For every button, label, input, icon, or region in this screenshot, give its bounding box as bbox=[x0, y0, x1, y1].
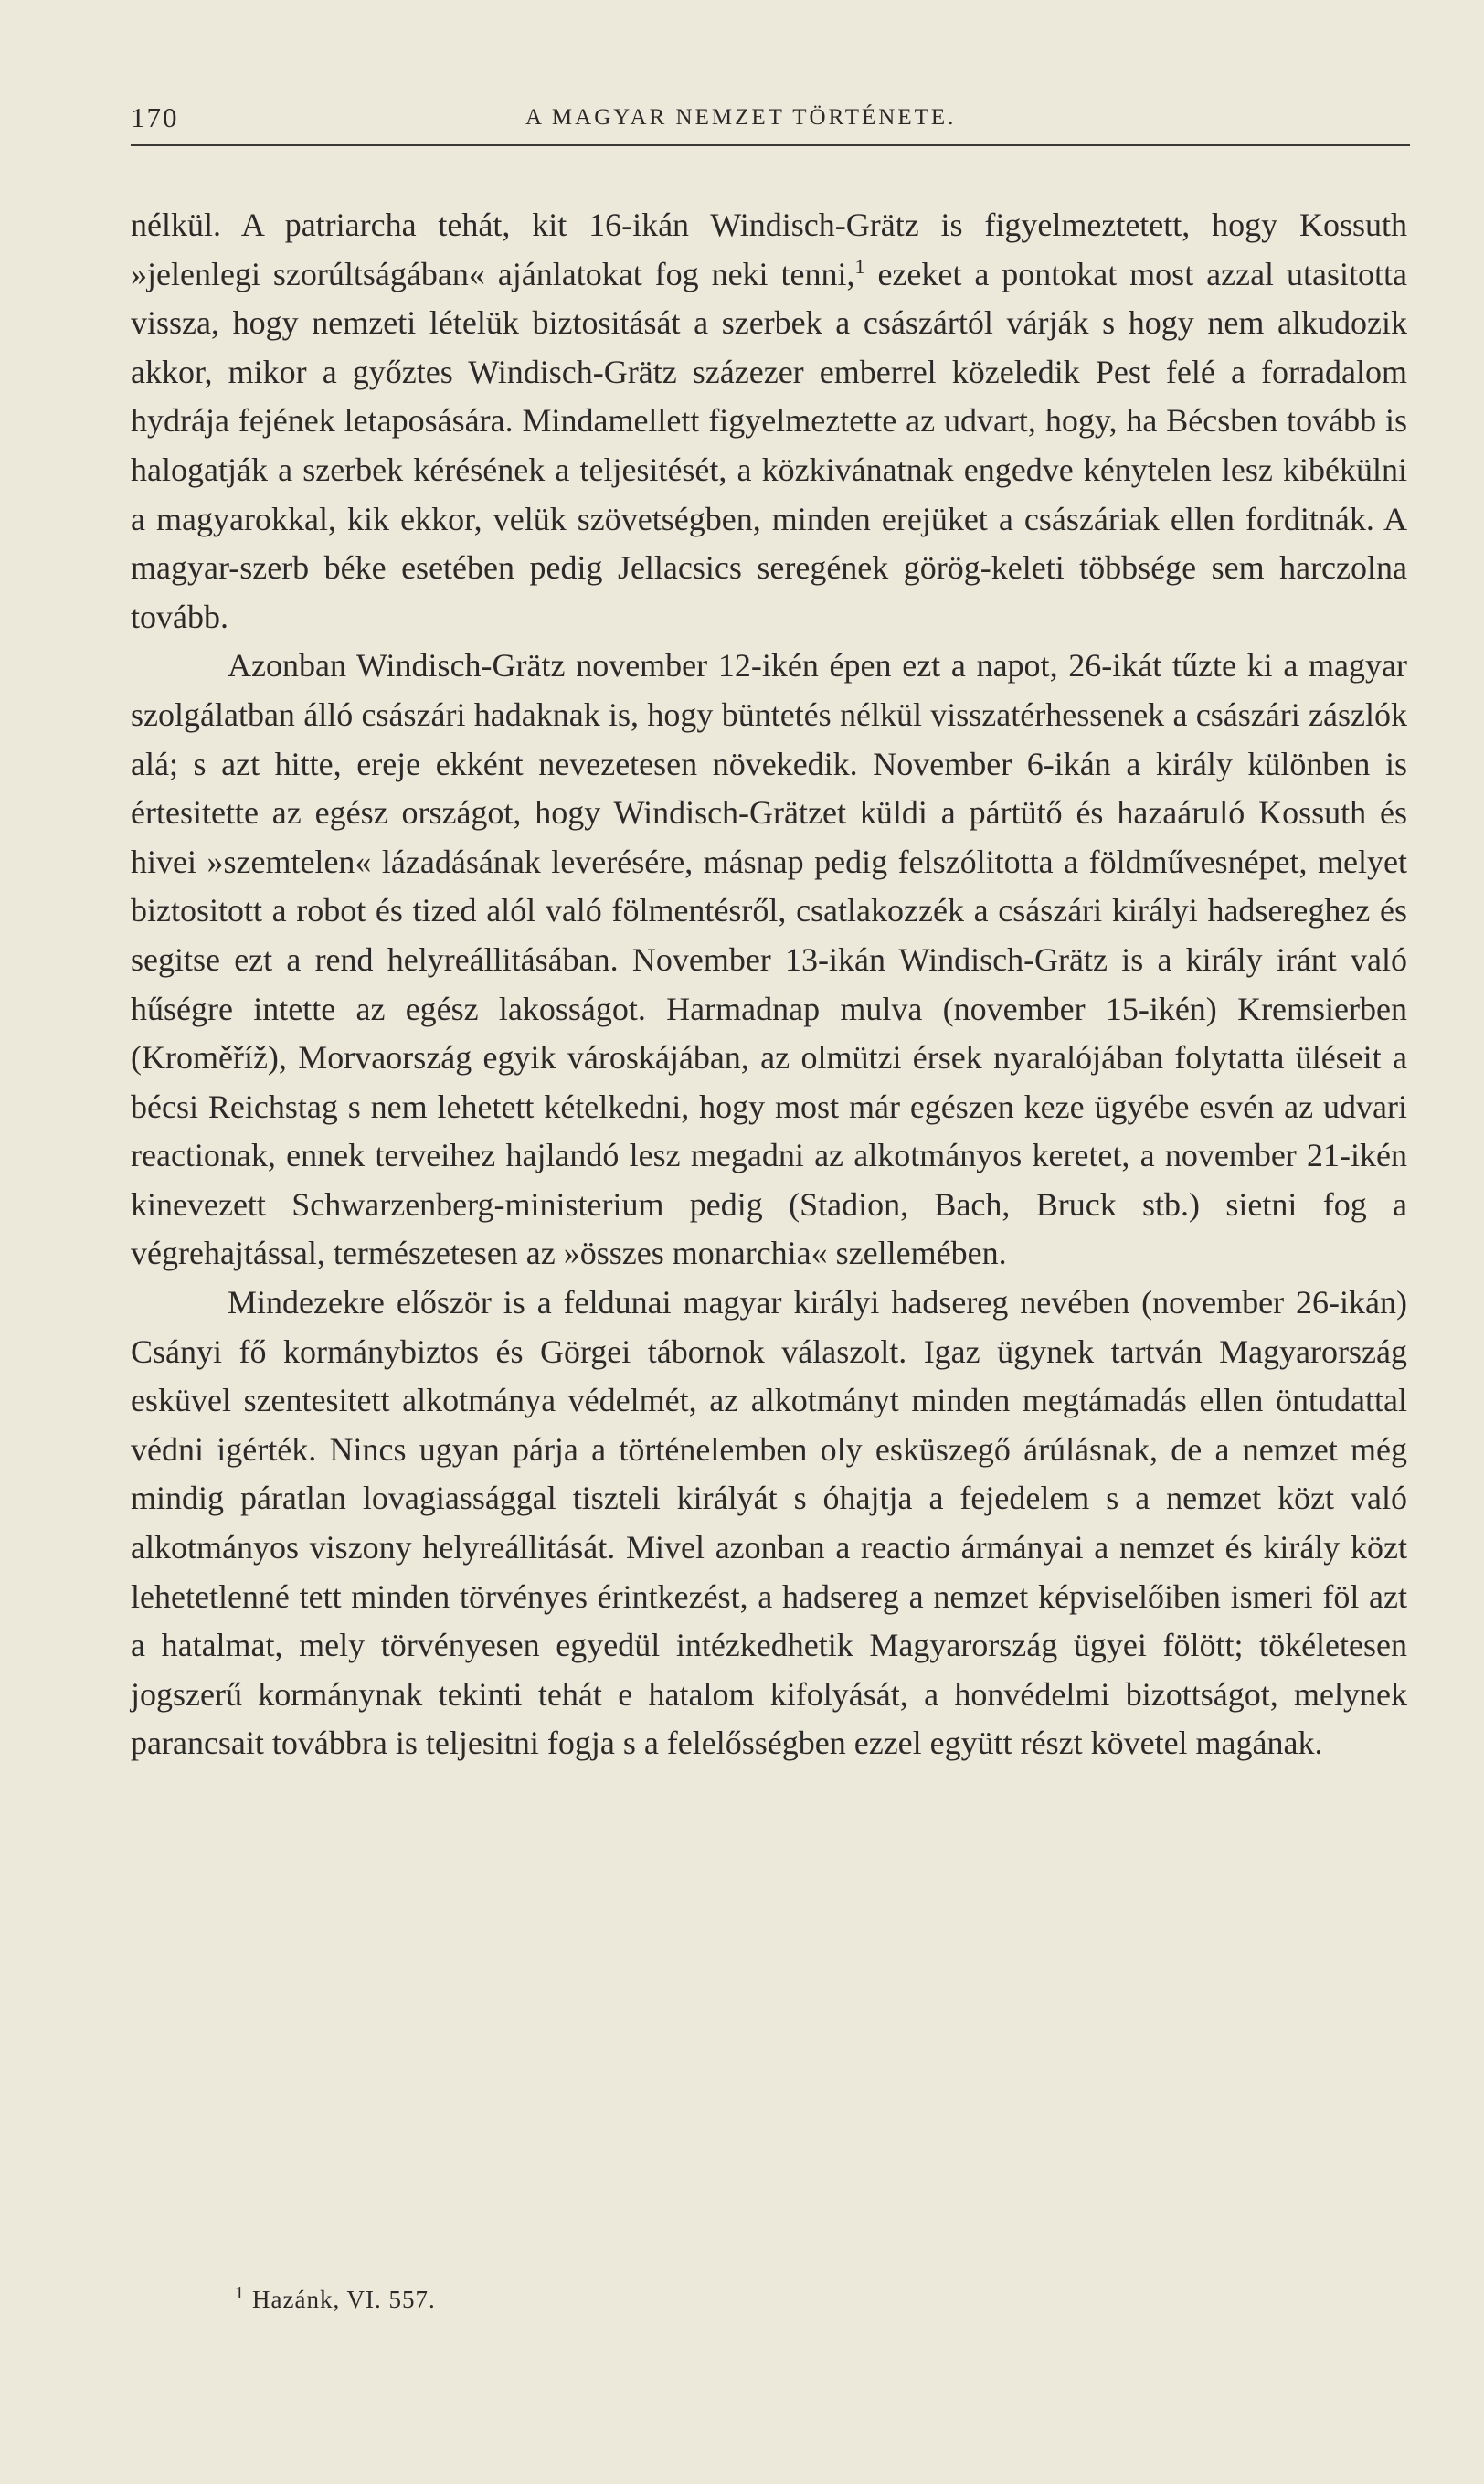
paragraph-1-text: nélkül. A patriarcha tehát, kit 16-ikán Windisch-Grätz is figyelmeztetett, hogy Kossuth »jelenlegi szorúltságában« ajánlatokat fog neki tenni, bbox=[131, 207, 1407, 292]
header-rule bbox=[131, 144, 1410, 146]
paragraph-1 bbox=[131, 201, 1407, 642]
paragraph-3: Mindezekre először is a feldunai magyar királyi hadsereg nevében (november 26-ikán) Csányi fő kormánybiztos és Görgei tábornok válaszolt. Igaz ügynek tartván Magyarország esküvel szentesitett alkotmánya védelmét, az alkotmányt minden megtámadás ellen öntudattal védni igérték. Nincs ugyan párja a történelemben oly esküszegő árúlásnak, de a nemzet még mindig páratlan lovagiassággal tiszteli királyát s óhajtja a fejedelem s a nemzet közt való alkotmányos viszony helyreállitását. Mivel azonban a reactio ármányai a nemzet és király közt lehetetlenné tett minden törvényes érintkezést, a hadsereg a nemzet képviselőiben ismeri föl azt a hatalmat, mely törvényesen egyedül intézkedhetik Magyarország ügyei fölött; tökéletesen jogszerű kormánynak tekinti tehát e hatalom kifolyását, a honvédelmi bizottságot, melynek parancsait továbbra is teljesitni fogja s a felelősségben ezzel együtt részt követel magának. bbox=[131, 1284, 1407, 1762]
footnote-reference: 1 bbox=[854, 254, 865, 278]
running-title: A MAGYAR NEMZET TÖRTÉNETE. bbox=[525, 105, 957, 130]
body-text bbox=[131, 201, 1407, 1768]
page-header bbox=[131, 95, 1408, 141]
footnote-text: Hazánk, VI. 557. bbox=[252, 2286, 436, 2313]
paragraph-2: Azonban Windisch-Grätz november 12-ikén épen ezt a napot, 26-ikát tűzte ki a magyar szolgálatban álló császári hadaknak is, hogy büntetés nélkül visszatérhessenek a császári zászlók alá; s azt hitte, ereje ekként nevezetesen növekedik. November 6-ikán a király különben is értesitette az egész országot, hogy Windisch-Grätzet küldi a pártütő és hazaáruló Kossuth és hivei »szemtelen« lázadásának leverésére, másnap pedig felszólitotta a földművesnépet, melyet biztositott a robot és tized alól való fölmentésről, csatlakozzék a császári királyi hadsereghez és segitse ezt a rend helyreállitásában. November 13-ikán Windisch-Grätz is a király iránt való hűségre intette az egész lakosságot. Harmadnap mulva (november 15-ikén) Kremsierben (Kroměříž), Morvaország egyik városkájában, az olmützi érsek nyaralójában folytatta üléseit a bécsi Reichstag s nem lehetett kételkedni, hogy most már egészen keze ügyébe esvén az udvari reactionak, ennek terveihez hajlandó lesz megadni az alkotmányos keretet, a november 21-ikén kinevezett Schwarzenberg-ministerium pedig (Stadion, Bach, Bruck stb.) sietni fog a végrehajtással, természetesen az »összes monarchia« szellemében. bbox=[131, 647, 1407, 1272]
page-number: 170 bbox=[131, 101, 179, 133]
footnote-mark: 1 bbox=[235, 2283, 245, 2303]
paragraph-1-text-continued: ezeket a pontokat most azzal utasitotta vissza, hogy nemzeti lételük biztositását a szerbek a császártól várják s hogy nem alkudozik akkor, mikor a győztes Windisch-Grätz százezer emberrel közeledik Pest felé a forradalom hydrája fejének letaposására. Mindamellett figyelmeztette az udvart, hogy, ha Bécsben tovább is halogatják a szerbek kérésének a teljesitését, a közkivánatnak engedve kénytelen lesz kibékülni a magyarokkal, kik ekkor, velük szövetségben, minden erejüket a császáriak ellen forditnák. A magyar-szerb béke esetében pedig Jellacsics seregének görög-keleti többsége sem harczolna tovább. bbox=[131, 255, 1407, 635]
footnote bbox=[235, 2281, 436, 2318]
